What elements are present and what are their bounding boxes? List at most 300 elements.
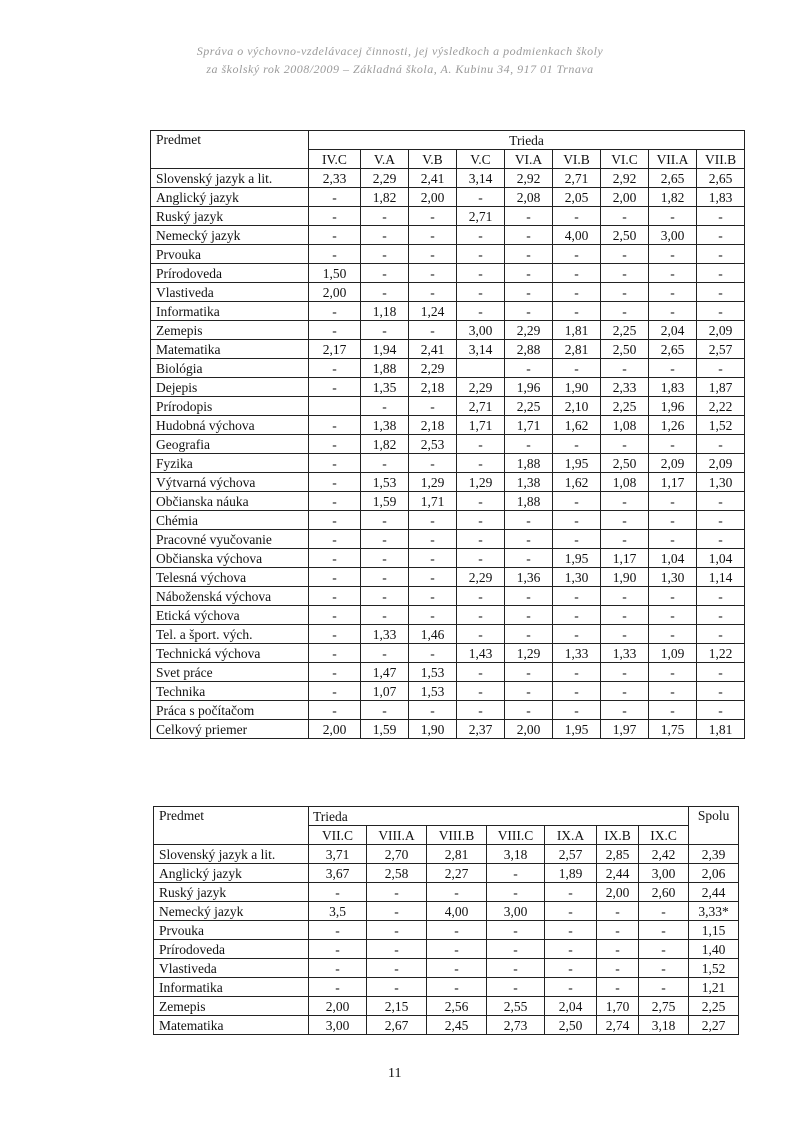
grades-table-1-body xyxy=(151,169,745,739)
subject-cell: Občianska výchova xyxy=(151,549,309,568)
grade-cell: - xyxy=(649,264,697,283)
grade-cell: - xyxy=(409,207,457,226)
grade-cell: - xyxy=(597,978,639,997)
grade-cell: 2,04 xyxy=(649,321,697,340)
grade-cell: 2,57 xyxy=(545,845,597,864)
grade-cell: - xyxy=(649,530,697,549)
grade-cell: - xyxy=(409,587,457,606)
grade-cell: - xyxy=(409,606,457,625)
subject-cell: Zemepis xyxy=(154,997,309,1016)
grade-cell: - xyxy=(361,568,409,587)
grade-cell: - xyxy=(553,663,601,682)
grade-cell: 2,42 xyxy=(639,845,689,864)
grade-cell: 1,26 xyxy=(649,416,697,435)
class-header: VII.B xyxy=(697,150,745,169)
grade-cell: 2,92 xyxy=(505,169,553,188)
grade-cell: - xyxy=(367,902,427,921)
grade-cell: - xyxy=(505,587,553,606)
grade-cell: 1,29 xyxy=(457,473,505,492)
subject-cell: Hudobná výchova xyxy=(151,416,309,435)
grade-cell: 3,14 xyxy=(457,169,505,188)
grade-cell: 2,33 xyxy=(309,169,361,188)
grade-cell: - xyxy=(457,606,505,625)
grade-cell: - xyxy=(409,226,457,245)
subject-cell: Prírodopis xyxy=(151,397,309,416)
grade-cell: - xyxy=(409,530,457,549)
grade-cell: 3,71 xyxy=(309,845,367,864)
class-header: V.C xyxy=(457,150,505,169)
grade-cell: 2,00 xyxy=(601,188,649,207)
table-row xyxy=(154,940,739,959)
grade-cell: - xyxy=(505,663,553,682)
grade-cell: - xyxy=(427,940,487,959)
grade-cell: - xyxy=(601,701,649,720)
table-row xyxy=(154,921,739,940)
grade-cell: - xyxy=(487,921,545,940)
grade-cell: - xyxy=(361,549,409,568)
table-row xyxy=(154,845,739,864)
grade-cell: 3,67 xyxy=(309,864,367,883)
subject-column-header: Predmet xyxy=(151,131,309,169)
table-row xyxy=(151,606,745,625)
grade-cell xyxy=(309,397,361,416)
grade-cell: 1,81 xyxy=(553,321,601,340)
grade-cell: - xyxy=(649,625,697,644)
grade-cell: - xyxy=(309,188,361,207)
grade-cell: - xyxy=(457,492,505,511)
subject-cell: Náboženská výchova xyxy=(151,587,309,606)
total-cell: 1,15 xyxy=(689,921,739,940)
grade-cell: 2,22 xyxy=(697,397,745,416)
grade-cell: - xyxy=(553,587,601,606)
table-row xyxy=(151,435,745,454)
grade-cell: 1,53 xyxy=(409,682,457,701)
class-header: VIII.B xyxy=(427,826,487,845)
grade-cell: - xyxy=(697,492,745,511)
grade-cell: - xyxy=(457,226,505,245)
header-line-1: Správa o výchovno-vzdelávacej činnosti, jej výsledkoch a podmienkach školy xyxy=(196,44,604,58)
grade-cell: - xyxy=(545,940,597,959)
grade-cell: - xyxy=(553,302,601,321)
grade-cell: 2,09 xyxy=(697,454,745,473)
grade-cell: - xyxy=(457,701,505,720)
subject-cell: Tel. a šport. vých. xyxy=(151,625,309,644)
grade-cell: - xyxy=(361,701,409,720)
grade-cell: - xyxy=(601,283,649,302)
grade-cell: - xyxy=(553,207,601,226)
grade-cell: - xyxy=(409,549,457,568)
grade-cell: - xyxy=(545,978,597,997)
grade-cell: - xyxy=(409,511,457,530)
grade-cell: 1,95 xyxy=(553,720,601,739)
grade-cell: 2,67 xyxy=(367,1016,427,1035)
grade-cell: - xyxy=(697,701,745,720)
grade-cell: - xyxy=(505,359,553,378)
grade-cell: 1,04 xyxy=(649,549,697,568)
grade-cell: - xyxy=(409,321,457,340)
table-row xyxy=(151,302,745,321)
grade-cell: - xyxy=(361,606,409,625)
table-row xyxy=(151,587,745,606)
grade-cell: 3,00 xyxy=(309,1016,367,1035)
grade-cell: 2,50 xyxy=(601,340,649,359)
grade-cell: 1,82 xyxy=(361,435,409,454)
class-header: VII.A xyxy=(649,150,697,169)
grade-cell: 1,30 xyxy=(553,568,601,587)
grade-cell: 1,59 xyxy=(361,492,409,511)
grade-cell: 1,96 xyxy=(649,397,697,416)
grade-cell: 1,07 xyxy=(361,682,409,701)
grades-table-2 xyxy=(153,806,739,1035)
grade-cell: - xyxy=(545,902,597,921)
grade-cell: 2,00 xyxy=(409,188,457,207)
subject-column-header: Predmet xyxy=(154,807,309,845)
grade-cell: - xyxy=(697,682,745,701)
grade-cell: 1,62 xyxy=(553,473,601,492)
grade-cell: - xyxy=(649,245,697,264)
total-cell: 2,39 xyxy=(689,845,739,864)
grade-cell: - xyxy=(505,283,553,302)
grade-cell: 2,50 xyxy=(601,226,649,245)
grade-cell: - xyxy=(601,530,649,549)
grade-cell: 4,00 xyxy=(553,226,601,245)
grade-cell: 1,17 xyxy=(649,473,697,492)
grade-cell: 2,00 xyxy=(505,720,553,739)
grade-cell: 1,30 xyxy=(697,473,745,492)
grade-cell: - xyxy=(457,587,505,606)
grade-cell: 2,50 xyxy=(545,1016,597,1035)
grade-cell: - xyxy=(457,283,505,302)
grade-cell: 1,33 xyxy=(601,644,649,663)
grade-cell: - xyxy=(505,226,553,245)
grade-cell: 2,57 xyxy=(697,340,745,359)
grade-cell: 1,89 xyxy=(545,864,597,883)
subject-cell: Nemecký jazyk xyxy=(154,902,309,921)
grade-cell: - xyxy=(505,606,553,625)
grade-cell: 1,52 xyxy=(697,416,745,435)
total-column-header: Spolu xyxy=(689,807,739,845)
grade-cell: - xyxy=(553,492,601,511)
grade-cell: - xyxy=(309,378,361,397)
grade-cell: 2,75 xyxy=(639,997,689,1016)
class-group-header: Trieda xyxy=(309,807,689,826)
table-row xyxy=(151,701,745,720)
grade-cell: 1,38 xyxy=(505,473,553,492)
grade-cell: 2,04 xyxy=(545,997,597,1016)
grade-cell: 1,36 xyxy=(505,568,553,587)
table-row xyxy=(151,340,745,359)
grade-cell: - xyxy=(361,454,409,473)
grade-cell: - xyxy=(601,359,649,378)
grade-cell: - xyxy=(639,921,689,940)
grade-cell: - xyxy=(601,682,649,701)
total-cell: 2,27 xyxy=(689,1016,739,1035)
grade-cell: - xyxy=(361,207,409,226)
grade-cell: 2,37 xyxy=(457,720,505,739)
grade-cell: - xyxy=(361,587,409,606)
grade-cell: - xyxy=(505,549,553,568)
grade-cell: - xyxy=(597,959,639,978)
grade-cell: - xyxy=(649,663,697,682)
class-header: VII.C xyxy=(309,826,367,845)
grade-cell: - xyxy=(457,302,505,321)
subject-cell: Dejepis xyxy=(151,378,309,397)
grade-cell: - xyxy=(649,302,697,321)
grade-cell: 1,59 xyxy=(361,720,409,739)
grade-cell: - xyxy=(309,568,361,587)
grade-cell: - xyxy=(409,245,457,264)
grade-cell: 1,08 xyxy=(601,473,649,492)
total-cell: 1,21 xyxy=(689,978,739,997)
grade-cell: - xyxy=(361,321,409,340)
grade-cell: - xyxy=(309,644,361,663)
header-line-2: za školský rok 2008/2009 – Základná škola, A. Kubinu 34, 917 01 Trnava xyxy=(206,62,594,76)
grade-cell: - xyxy=(597,940,639,959)
grade-cell: 1,04 xyxy=(697,549,745,568)
grade-cell: - xyxy=(553,359,601,378)
grade-cell: 1,29 xyxy=(409,473,457,492)
grade-cell: - xyxy=(697,226,745,245)
grade-cell: 2,17 xyxy=(309,340,361,359)
grade-cell: - xyxy=(697,302,745,321)
grade-cell: 1,18 xyxy=(361,302,409,321)
grade-cell: 2,08 xyxy=(505,188,553,207)
grade-cell: - xyxy=(361,530,409,549)
table-row xyxy=(154,997,739,1016)
subject-cell: Anglický jazyk xyxy=(154,864,309,883)
subject-cell: Matematika xyxy=(154,1016,309,1035)
table-row xyxy=(151,530,745,549)
grade-cell: - xyxy=(457,549,505,568)
grades-table-2-body xyxy=(154,845,739,1035)
table-row xyxy=(151,226,745,245)
class-header: VIII.C xyxy=(487,826,545,845)
grade-cell: 1,88 xyxy=(505,492,553,511)
grade-cell: - xyxy=(487,864,545,883)
subject-cell: Ruský jazyk xyxy=(154,883,309,902)
subject-cell: Ruský jazyk xyxy=(151,207,309,226)
grade-cell: - xyxy=(457,663,505,682)
grade-cell: 1,35 xyxy=(361,378,409,397)
grade-cell: - xyxy=(553,245,601,264)
subject-cell: Zemepis xyxy=(151,321,309,340)
grade-cell: - xyxy=(697,245,745,264)
grade-cell: - xyxy=(309,207,361,226)
grade-cell: 1,71 xyxy=(457,416,505,435)
grade-cell: - xyxy=(309,245,361,264)
grade-cell: 1,97 xyxy=(601,720,649,739)
total-cell: 2,25 xyxy=(689,997,739,1016)
grade-cell: - xyxy=(697,663,745,682)
grade-cell: - xyxy=(553,682,601,701)
grade-cell: - xyxy=(697,359,745,378)
grade-cell: - xyxy=(649,435,697,454)
grade-cell: - xyxy=(309,663,361,682)
table-row xyxy=(151,359,745,378)
class-header: IX.A xyxy=(545,826,597,845)
class-header: IX.B xyxy=(597,826,639,845)
grade-cell xyxy=(457,359,505,378)
grade-cell: - xyxy=(487,978,545,997)
grade-cell: - xyxy=(597,921,639,940)
grade-cell: - xyxy=(601,207,649,226)
table-row xyxy=(151,321,745,340)
grade-cell: 1,95 xyxy=(553,549,601,568)
grade-cell: - xyxy=(309,921,367,940)
grade-cell: 1,83 xyxy=(697,188,745,207)
grade-cell: - xyxy=(457,188,505,207)
grade-cell: - xyxy=(427,959,487,978)
table-row xyxy=(151,416,745,435)
grade-cell: - xyxy=(505,701,553,720)
grade-cell: 1,95 xyxy=(553,454,601,473)
grade-cell: 2,25 xyxy=(505,397,553,416)
grade-cell: - xyxy=(697,435,745,454)
grade-cell: - xyxy=(505,264,553,283)
grade-cell: 2,58 xyxy=(367,864,427,883)
grade-cell: - xyxy=(309,416,361,435)
grade-cell: - xyxy=(457,530,505,549)
grade-cell: - xyxy=(649,587,697,606)
table-row xyxy=(151,625,745,644)
grade-cell: 1,82 xyxy=(649,188,697,207)
grade-cell: - xyxy=(309,530,361,549)
grade-cell: 2,00 xyxy=(309,997,367,1016)
subject-cell: Prvouka xyxy=(154,921,309,940)
grade-cell: - xyxy=(309,883,367,902)
grade-cell: 1,46 xyxy=(409,625,457,644)
table-row xyxy=(151,454,745,473)
grade-cell: - xyxy=(649,511,697,530)
table-row xyxy=(151,663,745,682)
grade-cell: - xyxy=(457,435,505,454)
class-header: VI.A xyxy=(505,150,553,169)
grade-cell: - xyxy=(505,530,553,549)
grade-cell: - xyxy=(309,701,361,720)
table-row xyxy=(154,978,739,997)
grade-cell: - xyxy=(553,283,601,302)
class-header: VI.B xyxy=(553,150,601,169)
grade-cell: 2,33 xyxy=(601,378,649,397)
grade-cell: 2,15 xyxy=(367,997,427,1016)
grade-cell: 2,27 xyxy=(427,864,487,883)
subject-cell: Chémia xyxy=(151,511,309,530)
grade-cell: 1,08 xyxy=(601,416,649,435)
grade-cell: - xyxy=(597,902,639,921)
grade-cell: - xyxy=(601,587,649,606)
grade-cell: - xyxy=(309,435,361,454)
grade-cell: - xyxy=(309,959,367,978)
grade-cell: - xyxy=(505,245,553,264)
grade-cell: 1,38 xyxy=(361,416,409,435)
grade-cell: 1,82 xyxy=(361,188,409,207)
grade-cell: 2,55 xyxy=(487,997,545,1016)
grade-cell: - xyxy=(697,283,745,302)
grade-cell: - xyxy=(361,245,409,264)
table-row xyxy=(151,473,745,492)
grade-cell: 1,71 xyxy=(505,416,553,435)
subject-cell: Biológia xyxy=(151,359,309,378)
grade-cell: 2,29 xyxy=(457,378,505,397)
grade-cell: - xyxy=(457,682,505,701)
grade-cell: 2,00 xyxy=(309,720,361,739)
grade-cell: - xyxy=(309,549,361,568)
grade-cell: - xyxy=(601,606,649,625)
grade-cell: - xyxy=(457,511,505,530)
total-cell: 1,52 xyxy=(689,959,739,978)
grade-cell: 1,09 xyxy=(649,644,697,663)
table-row xyxy=(151,682,745,701)
grade-cell: 2,71 xyxy=(457,207,505,226)
grade-cell: - xyxy=(601,264,649,283)
subject-cell: Svet práce xyxy=(151,663,309,682)
subject-cell: Pracovné vyučovanie xyxy=(151,530,309,549)
grade-cell: - xyxy=(457,625,505,644)
grade-cell: - xyxy=(409,644,457,663)
grade-cell: - xyxy=(309,454,361,473)
grade-cell: - xyxy=(309,587,361,606)
grade-cell: - xyxy=(697,530,745,549)
grade-cell: - xyxy=(545,921,597,940)
grade-cell: 3,00 xyxy=(639,864,689,883)
grade-cell: 1,53 xyxy=(361,473,409,492)
grade-cell: - xyxy=(487,940,545,959)
table-row xyxy=(151,169,745,188)
subject-cell: Celkový priemer xyxy=(151,720,309,739)
grade-cell: - xyxy=(545,883,597,902)
grade-cell: 2,41 xyxy=(409,340,457,359)
grade-cell: - xyxy=(553,435,601,454)
table-row xyxy=(151,720,745,739)
grade-cell: - xyxy=(409,454,457,473)
grade-cell: 1,81 xyxy=(697,720,745,739)
grade-cell: 2,00 xyxy=(309,283,361,302)
grade-cell: 2,29 xyxy=(457,568,505,587)
page-number: 11 xyxy=(388,1066,402,1081)
total-cell: 2,06 xyxy=(689,864,739,883)
grade-cell: 1,30 xyxy=(649,568,697,587)
grade-cell: 2,65 xyxy=(649,340,697,359)
grade-cell: - xyxy=(649,492,697,511)
grade-cell: - xyxy=(601,511,649,530)
grade-cell: 1,24 xyxy=(409,302,457,321)
grade-cell: - xyxy=(601,663,649,682)
grade-cell: - xyxy=(409,283,457,302)
table-row xyxy=(151,549,745,568)
grade-cell: 1,50 xyxy=(309,264,361,283)
table-row xyxy=(154,864,739,883)
grade-cell: 2,71 xyxy=(553,169,601,188)
grade-cell: 1,22 xyxy=(697,644,745,663)
subject-cell: Technická výchova xyxy=(151,644,309,663)
subject-cell: Nemecký jazyk xyxy=(151,226,309,245)
subject-cell: Občianska náuka xyxy=(151,492,309,511)
grade-cell: 1,17 xyxy=(601,549,649,568)
table-row xyxy=(151,207,745,226)
subject-cell: Technika xyxy=(151,682,309,701)
subject-cell: Matematika xyxy=(151,340,309,359)
grade-cell: - xyxy=(309,473,361,492)
grade-cell: - xyxy=(649,283,697,302)
grade-cell: - xyxy=(505,625,553,644)
table-row xyxy=(151,644,745,663)
grade-cell: 2,88 xyxy=(505,340,553,359)
total-cell: 2,44 xyxy=(689,883,739,902)
class-header: V.A xyxy=(361,150,409,169)
grade-cell: 1,62 xyxy=(553,416,601,435)
grade-cell: - xyxy=(361,644,409,663)
grade-cell: - xyxy=(553,511,601,530)
